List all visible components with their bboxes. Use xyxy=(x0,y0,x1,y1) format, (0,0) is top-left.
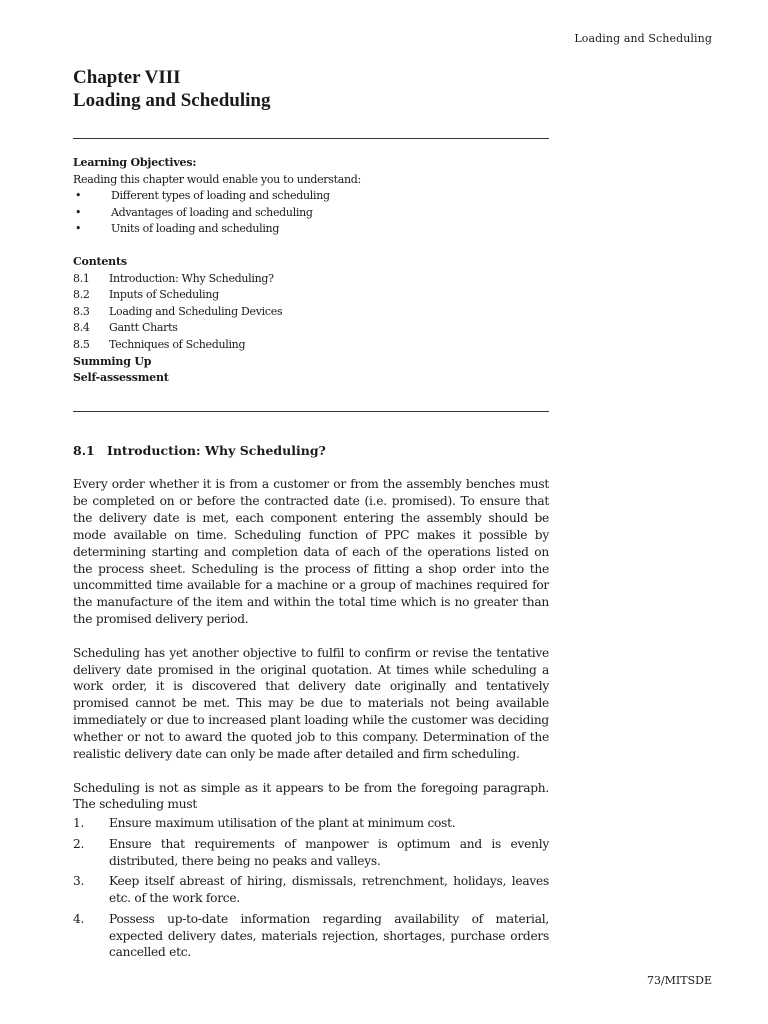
toc-item[interactable] xyxy=(73,271,549,288)
toc-label: Loading and Scheduling Devices xyxy=(109,304,283,318)
list-number: 4. xyxy=(73,911,85,926)
list-number: 2. xyxy=(73,836,85,851)
bullet-icon: • xyxy=(75,205,82,219)
toc-item[interactable] xyxy=(73,337,549,354)
objective-item xyxy=(73,221,549,238)
list-text: Ensure maximum utilisation of the plant at minimum cost. xyxy=(109,816,456,831)
chapter-title xyxy=(73,66,270,112)
list-item xyxy=(73,873,549,907)
list-text: Ensure that requirements of manpower is optimum and is evenly distributed, there being no peaks and valleys. xyxy=(109,836,549,868)
section-body xyxy=(73,476,549,965)
bottom-divider xyxy=(73,411,549,412)
body-paragraph: Scheduling has yet another objective to fulfil to confirm or revise the tentative delivery date promised in the original quotation. At times while scheduling a work order, it is discovered that delivery date originally and tentatively promised cannot be met. This may be due to materials not being available immediately or due to increased plant loading while the customer was deciding whether or not to award the quoted job to this company. Determination of the realistic delivery date can only be made after detailed and firm scheduling. xyxy=(73,645,549,762)
objective-text: Different types of loading and scheduling xyxy=(111,189,330,203)
list-item xyxy=(73,836,549,870)
running-header: Loading and Scheduling xyxy=(574,32,712,45)
body-paragraph: Every order whether it is from a customer or from the assembly benches must be completed on or before the contracted date (i.e. promised). To ensure that the delivery date is met, each component entering the assembly should be mode available on time. Scheduling function of PPC makes it possible by determining starting and completion data of each of the operations listed on the process sheet. Scheduling is the process of fitting a shop order into the uncommitted time available for a machine or a group of machines required for the manufacture of the item and within the total time which is no greater than the promised delivery period. xyxy=(73,477,549,627)
list-number: 1. xyxy=(73,816,85,831)
list-item xyxy=(73,815,549,832)
list-number: 3. xyxy=(73,874,85,889)
objectives-intro: Reading this chapter would enable you to understand: xyxy=(73,172,361,186)
bullet-icon: • xyxy=(75,189,82,203)
contents-heading: Contents xyxy=(73,254,127,268)
objectives-heading: Learning Objectives: xyxy=(73,156,197,169)
toc-item[interactable] xyxy=(73,287,549,304)
objective-text: Advantages of loading and scheduling xyxy=(111,205,313,219)
toc-label: Introduction: Why Scheduling? xyxy=(109,271,274,285)
list-text: Keep itself abreast of hiring, dismissals, retrenchment, holidays, leaves etc. of the work force. xyxy=(109,874,549,906)
toc-label: Techniques of Scheduling xyxy=(109,337,246,351)
objective-item xyxy=(73,188,549,205)
list-item xyxy=(73,911,549,962)
body-paragraph: Scheduling is not as simple as it appears to be from the foregoing paragraph. The scheduling must xyxy=(73,780,549,812)
section-heading xyxy=(73,443,326,458)
objective-item xyxy=(73,205,549,222)
toc-self-assessment[interactable]: Self-assessment xyxy=(73,371,169,385)
toc-number: 8.3 xyxy=(73,304,90,318)
objective-text: Units of loading and scheduling xyxy=(111,222,280,236)
toc-number: 8.4 xyxy=(73,321,90,335)
toc-item[interactable] xyxy=(73,304,549,321)
toc-label: Gantt Charts xyxy=(109,321,178,335)
toc-number: 8.1 xyxy=(73,271,90,285)
chapter-overview xyxy=(73,155,549,387)
toc-item[interactable] xyxy=(73,320,549,337)
section-number: 8.1 xyxy=(73,443,95,458)
chapter-name: Loading and Scheduling xyxy=(73,90,271,111)
top-divider xyxy=(73,138,549,139)
toc-number: 8.2 xyxy=(73,288,90,302)
toc-label: Inputs of Scheduling xyxy=(109,288,219,302)
page-footer: 73/MITSDE xyxy=(646,974,712,987)
list-text: Possess up-to-date information regarding availability of material, expected delivery dates, materials rejection, shortages, purchase orders cancelled etc. xyxy=(109,911,549,960)
bullet-icon: • xyxy=(75,222,82,236)
section-title: Introduction: Why Scheduling? xyxy=(107,443,326,458)
toc-number: 8.5 xyxy=(73,337,90,351)
toc-summing-up[interactable]: Summing Up xyxy=(73,354,152,368)
chapter-number: Chapter VIII xyxy=(73,67,181,88)
